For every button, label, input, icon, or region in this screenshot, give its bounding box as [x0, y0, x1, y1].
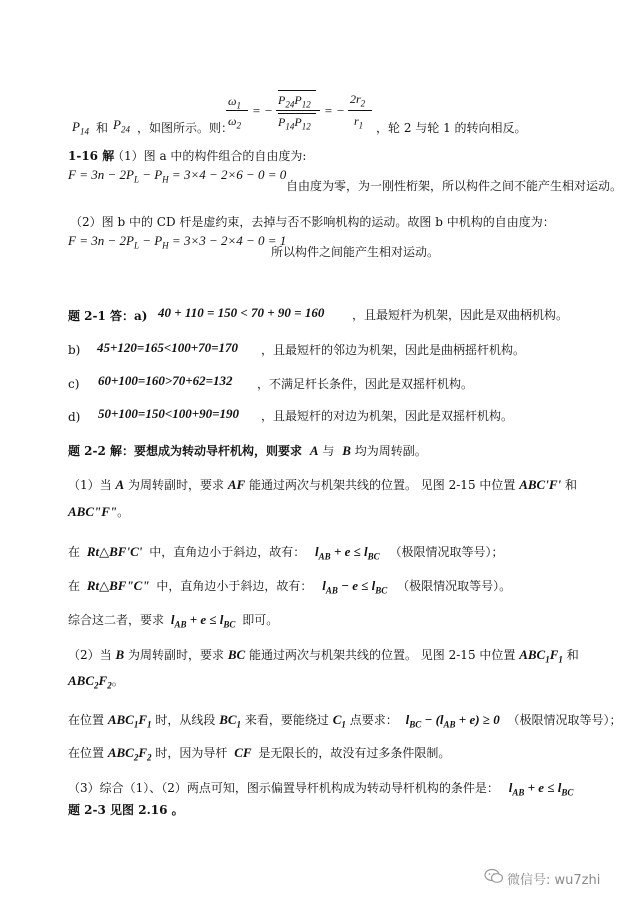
wechat-icon [484, 868, 504, 886]
dof-formula-b: $F = 3n - 2P_L - P_H = 3\times 3 - 2\times 4 - 0 = 1$ [68, 233, 287, 251]
s21-b-inequality: 45+120=165<100+70=170 [97, 340, 239, 355]
s21-b-label: b) [68, 343, 81, 357]
s21-c-label: c) [68, 377, 80, 391]
s21-d-label: d) [68, 410, 81, 424]
equals-minus-1: = − [252, 103, 273, 118]
s22-triangle1-line: 在 Rt△BF'C' 中，直角边小于斜边，故有： $l_{AB} + e \le l_{BC}$ （极限情况取等号）； [68, 544, 504, 562]
s22-part3-line: （3）综合（1）、（2）两点可知，图示偏置导杆机构成为转动导杆机构的条件是： $l_{AB} + e \le l_{BC}$ [68, 780, 574, 798]
dof-comment-a: 自由度为零，为一刚性桁架，所以构件之间不能产生相对运动。 [286, 179, 623, 193]
p24-symbol: $P_{24}$ [113, 117, 130, 135]
top-conclusion: ，轮 2 与轮 1 的转向相反。 [376, 121, 527, 135]
s22-position2-line: 在位置 $ABC_2F_2$ 时，因为导杆 CF 是无限长的，故没有过多条件限制。 [68, 745, 451, 763]
equals-minus-2: = − [324, 103, 345, 118]
s21-heading: 题 2-1 答：a) [68, 309, 148, 323]
s21-d-conclusion: ，且最短杆的对边为机架，因此是双摇杆机构。 [261, 409, 514, 423]
s21-d-inequality: 50+100=150<100+90=190 [98, 406, 240, 421]
dof-formula-a: $F = 3n - 2P_L - P_H = 3\times 4 - 2\times 6 - 0 = 0$ [68, 167, 287, 185]
s21-a-conclusion: ，且最短杆为机架，因此是双曲柄机构。 [352, 308, 569, 322]
s22-part2-line: （2）当 B 为周转副时，要求 BC 能通过两次与机架共线的位置。 见图 2-15 中位置 $ABC_1F_1$ 和 [68, 647, 579, 665]
s22-position1-line: 在位置 $ABC_1F_1$ 时，从线段 $BC_1$ 来看，要能绕过 $C_1$ 点要求： $l_{BC} - (l_{AB} + e) \ge 0$ （极限情况取等号）； [68, 712, 622, 730]
s116-part1: （1）图 a 中的构件组合的自由度为: [112, 149, 307, 163]
p14-symbol: $P_{14}$ [72, 119, 89, 137]
s21-a-inequality: 40 + 110 = 150 < 70 + 90 = 160 [158, 305, 325, 320]
s21-b-conclusion: ，且最短杆的邻边为机架，因此是曲柄摇杆机构。 [261, 343, 526, 357]
s23-line: 题 2-3 见图 2.16 。 [68, 803, 184, 817]
and-text: 和 [96, 121, 109, 135]
dof-comment-b: 所以构件之间能产生相对运动。 [271, 245, 440, 259]
top-intro-text: ，如图所示。则： [137, 121, 234, 135]
s22-heading: 题 2-2 解：要想成为转动导杆机构，则要求 A 与 B 均为周转副。 [68, 443, 427, 458]
s22-position-abcf2: ABC"F"。 [68, 504, 130, 519]
wechat-id-watermark: 微信号: wu7zhi [507, 873, 601, 888]
s116-heading: 1-16 解 [68, 149, 115, 163]
s22-part1-line: （1）当 A 为周转副时，要求 AF 能通过两次与机架共线的位置。 见图 2-15 中位置 ABC'F' 和 [68, 477, 577, 492]
s21-c-conclusion: ，不满足杆长条件，因此是双摇杆机构。 [257, 377, 474, 391]
s21-c-inequality: 60+100=160>70+62=132 [98, 373, 233, 388]
s22-triangle2-line: 在 Rt△BF"C" 中，直角边小于斜边，故有： $l_{AB} - e \le l_{BC}$ （极限情况取等号）。 [68, 578, 512, 596]
s116-part2: （2）图 b 中的 CD 杆是虚约束，去掉与否不影响机构的运动。故图 b 中机构的自由度为： [70, 215, 555, 229]
s22-position-abc2f2: $ABC_2F_2$。 [68, 673, 124, 691]
s22-combine-line: 综合这二者，要求 $l_{AB} + e \le l_{BC}$ 即可。 [68, 612, 279, 630]
